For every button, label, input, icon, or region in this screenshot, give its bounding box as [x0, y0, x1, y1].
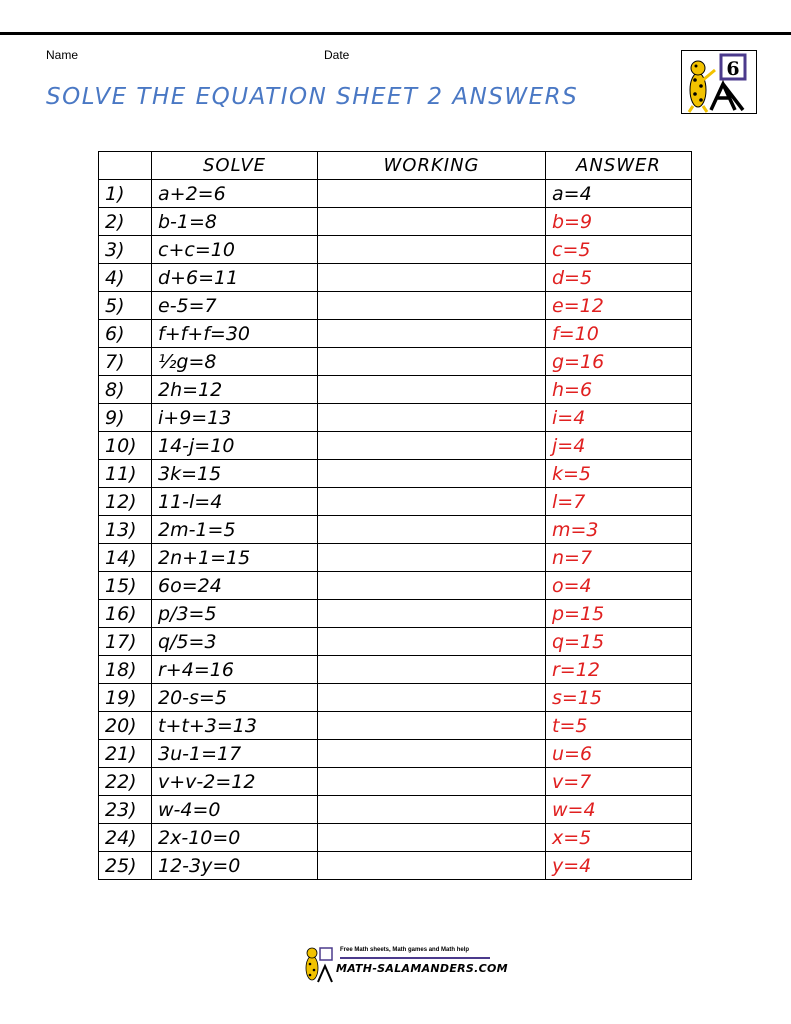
working-cell[interactable]	[318, 320, 546, 348]
question-number: 5)	[99, 292, 152, 320]
table-row	[99, 432, 692, 460]
answer-cell: k=5	[546, 460, 692, 488]
table-row	[99, 376, 692, 404]
equation-cell: i+9=13	[152, 404, 318, 432]
working-cell[interactable]	[318, 600, 546, 628]
table-row	[99, 544, 692, 572]
answer-cell: t=5	[546, 712, 692, 740]
working-cell[interactable]	[318, 404, 546, 432]
working-cell[interactable]	[318, 516, 546, 544]
equation-cell: w-4=0	[152, 796, 318, 824]
equation-cell: 3u-1=17	[152, 740, 318, 768]
working-cell[interactable]	[318, 628, 546, 656]
answer-cell: v=7	[546, 768, 692, 796]
answer-cell: l=7	[546, 488, 692, 516]
answer-cell: u=6	[546, 740, 692, 768]
question-number: 4)	[99, 264, 152, 292]
working-cell[interactable]	[318, 236, 546, 264]
table-row	[99, 208, 692, 236]
table-row	[99, 348, 692, 376]
answer-cell: x=5	[546, 824, 692, 852]
question-number: 2)	[99, 208, 152, 236]
working-cell[interactable]	[318, 348, 546, 376]
equation-cell: 2m-1=5	[152, 516, 318, 544]
footer-divider	[340, 957, 490, 959]
equation-cell: 3k=15	[152, 460, 318, 488]
question-number: 21)	[99, 740, 152, 768]
answer-cell: g=16	[546, 348, 692, 376]
working-cell[interactable]	[318, 376, 546, 404]
table-row	[99, 488, 692, 516]
equation-cell: 20-s=5	[152, 684, 318, 712]
equation-cell: q/5=3	[152, 628, 318, 656]
equation-cell: ½g=8	[152, 348, 318, 376]
table-row	[99, 404, 692, 432]
answer-cell: c=5	[546, 236, 692, 264]
working-cell[interactable]	[318, 768, 546, 796]
question-number: 6)	[99, 320, 152, 348]
equation-cell: 2n+1=15	[152, 544, 318, 572]
footer-logo	[296, 944, 508, 984]
question-number: 19)	[99, 684, 152, 712]
name-label: Name	[46, 48, 79, 62]
table-row	[99, 236, 692, 264]
question-number: 9)	[99, 404, 152, 432]
question-number: 17)	[99, 628, 152, 656]
working-cell[interactable]	[318, 488, 546, 516]
question-number: 25)	[99, 852, 152, 880]
answer-cell: f=10	[546, 320, 692, 348]
header-number	[99, 152, 152, 180]
answer-cell: j=4	[546, 432, 692, 460]
footer-tagline: Free Math sheets, Math games and Math help	[340, 947, 470, 953]
working-cell[interactable]	[318, 824, 546, 852]
answer-cell: e=12	[546, 292, 692, 320]
page-title: SOLVE THE EQUATION SHEET 2 ANSWERS	[46, 84, 579, 110]
equation-cell: t+t+3=13	[152, 712, 318, 740]
answer-cell: a=4	[546, 180, 692, 208]
working-cell[interactable]	[318, 572, 546, 600]
footer-site-link[interactable]: MATH-SALAMANDERS.COM	[336, 962, 508, 975]
working-cell[interactable]	[318, 208, 546, 236]
answer-cell: m=3	[546, 516, 692, 544]
equation-cell: 6o=24	[152, 572, 318, 600]
header-working: WORKING	[318, 152, 546, 180]
working-cell[interactable]	[318, 852, 546, 880]
answer-cell: p=15	[546, 600, 692, 628]
table-row	[99, 264, 692, 292]
salamander-logo-icon	[681, 50, 757, 114]
question-number: 18)	[99, 656, 152, 684]
header-solve: SOLVE	[152, 152, 318, 180]
equation-cell: 12-3y=0	[152, 852, 318, 880]
answer-cell: o=4	[546, 572, 692, 600]
working-cell[interactable]	[318, 292, 546, 320]
working-cell[interactable]	[318, 684, 546, 712]
equation-cell: a+2=6	[152, 180, 318, 208]
table-row	[99, 292, 692, 320]
answer-cell: d=5	[546, 264, 692, 292]
equation-cell: 11-l=4	[152, 488, 318, 516]
table-row	[99, 656, 692, 684]
working-cell[interactable]	[318, 264, 546, 292]
answer-cell: i=4	[546, 404, 692, 432]
table-row	[99, 768, 692, 796]
equation-cell: c+c=10	[152, 236, 318, 264]
answer-cell: s=15	[546, 684, 692, 712]
working-cell[interactable]	[318, 432, 546, 460]
question-number: 24)	[99, 824, 152, 852]
question-number: 3)	[99, 236, 152, 264]
table-row	[99, 796, 692, 824]
table-row	[99, 740, 692, 768]
equation-cell: f+f+f=30	[152, 320, 318, 348]
working-cell[interactable]	[318, 740, 546, 768]
working-cell[interactable]	[318, 180, 546, 208]
question-number: 7)	[99, 348, 152, 376]
question-number: 11)	[99, 460, 152, 488]
table-row	[99, 572, 692, 600]
question-number: 20)	[99, 712, 152, 740]
equation-cell: e-5=7	[152, 292, 318, 320]
header-answer: ANSWER	[546, 152, 692, 180]
table-row	[99, 600, 692, 628]
table-row	[99, 852, 692, 880]
answer-cell: q=15	[546, 628, 692, 656]
answer-cell: h=6	[546, 376, 692, 404]
equation-cell: 2h=12	[152, 376, 318, 404]
top-rule	[0, 32, 791, 35]
table-row	[99, 684, 692, 712]
question-number: 12)	[99, 488, 152, 516]
question-number: 13)	[99, 516, 152, 544]
question-number: 10)	[99, 432, 152, 460]
table-row	[99, 628, 692, 656]
working-cell[interactable]	[318, 656, 546, 684]
table-row	[99, 460, 692, 488]
answer-cell: w=4	[546, 796, 692, 824]
table-row	[99, 516, 692, 544]
equation-cell: 2x-10=0	[152, 824, 318, 852]
equation-table	[98, 151, 692, 880]
working-cell[interactable]	[318, 460, 546, 488]
table-row	[99, 712, 692, 740]
table-row	[99, 180, 692, 208]
footer-salamander-icon	[300, 944, 334, 984]
working-cell[interactable]	[318, 544, 546, 572]
grade-badge: 6	[726, 58, 740, 80]
answer-cell: n=7	[546, 544, 692, 572]
equation-cell: d+6=11	[152, 264, 318, 292]
question-number: 14)	[99, 544, 152, 572]
table-body	[99, 180, 692, 880]
question-number: 15)	[99, 572, 152, 600]
equation-cell: b-1=8	[152, 208, 318, 236]
question-number: 23)	[99, 796, 152, 824]
question-number: 22)	[99, 768, 152, 796]
equation-cell: v+v-2=12	[152, 768, 318, 796]
equation-cell: 14-j=10	[152, 432, 318, 460]
table-header-row	[99, 152, 692, 180]
question-number: 8)	[99, 376, 152, 404]
answer-cell: y=4	[546, 852, 692, 880]
table-row	[99, 824, 692, 852]
working-cell[interactable]	[318, 712, 546, 740]
answer-cell: r=12	[546, 656, 692, 684]
question-number: 1)	[99, 180, 152, 208]
table-row	[99, 320, 692, 348]
equation-cell: p/3=5	[152, 600, 318, 628]
question-number: 16)	[99, 600, 152, 628]
working-cell[interactable]	[318, 796, 546, 824]
answer-cell: b=9	[546, 208, 692, 236]
equation-cell: r+4=16	[152, 656, 318, 684]
date-label: Date	[324, 48, 350, 62]
